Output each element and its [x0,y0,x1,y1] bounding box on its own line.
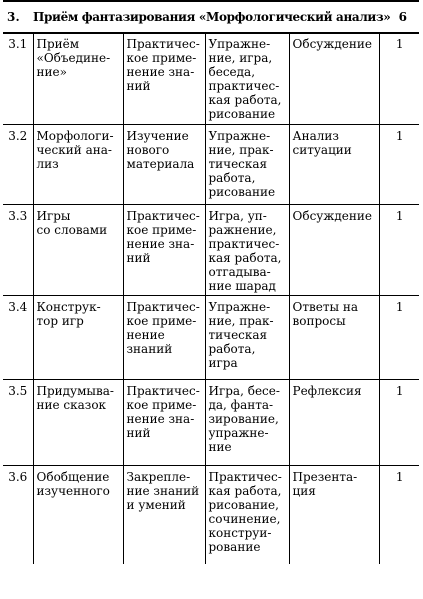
lesson-form-line: ние [208,440,232,454]
section-number: 3. [7,10,20,24]
lesson-form-line: рисование [208,107,276,121]
lesson-form-line: игра [208,356,238,370]
lesson-form-line: сочинение, [208,512,281,526]
lesson-type-line: нового [126,143,170,157]
lesson-topic [33,33,123,125]
lesson-form-line: кая работа, [208,93,282,107]
lesson-type [123,205,205,296]
lesson-topic-line: «Объедине- [36,51,111,65]
lesson-topic [33,380,123,466]
lesson-control-line: Презента- [292,470,358,484]
lesson-topic [33,205,123,296]
lesson-control [289,296,379,380]
lesson-form-line: упражне- [208,426,269,440]
lesson-control [289,33,379,125]
lesson-topic-line: Конструк- [36,300,101,314]
lesson-type [123,380,205,466]
lesson-type-line: Закрепле- [126,470,191,484]
lesson-type-line: ний [126,426,151,440]
lesson-control-line: Анализ [292,129,339,143]
lesson-topic-line: Обобщение [36,470,110,484]
section-hours: 6 [398,10,407,24]
lesson-type-line: Практичес- [126,209,200,223]
lesson-type-line: ний [126,251,151,265]
lesson-number: 3.6 [3,466,33,564]
lesson-number: 3.4 [3,296,33,380]
lesson-number: 3.1 [3,33,33,125]
lesson-type-line: нение зна- [126,65,195,79]
lesson-topic-line: Приём [36,37,80,51]
lesson-number: 3.5 [3,380,33,466]
lesson-form-line: ние, игра, [208,51,273,65]
lesson-form-line: ние шарад [208,279,276,293]
lesson-type-line: Практичес- [126,384,200,398]
lesson-type-line: ние знаний [126,484,200,498]
lesson-type [123,296,205,380]
lesson-form-line: ражнение, [208,223,277,237]
table-row [3,466,419,564]
lesson-control [289,380,379,466]
lesson-form-line: работа, [208,342,256,356]
lesson-form-line: Игра, бесе- [208,384,280,398]
lesson-control-line: Обсуждение [292,37,372,51]
lesson-form-line: рование [208,540,261,554]
lesson-type-line: Практичес- [126,37,200,51]
lesson-form-line: ние, прак- [208,314,274,328]
lesson-type-line: ний [126,79,151,93]
lesson-type-line: Изучение [126,129,189,143]
lesson-type [123,466,205,564]
lesson-form [205,466,289,564]
lesson-type-line: нение [126,328,165,342]
lesson-hours: 1 [379,125,419,205]
lesson-control-line: ситуации [292,143,352,157]
lesson-form-line: кая работа, [208,251,282,265]
lesson-topic [33,466,123,564]
lesson-form [205,125,289,205]
lesson-topic-line: Морфологи- [36,129,114,143]
lesson-type-line: материала [126,157,195,171]
lesson-form-line: кая работа, [208,484,282,498]
lesson-control-line: Обсуждение [292,209,372,223]
lesson-form-line: Игра, уп- [208,209,267,223]
section-title: Приём фантазирования «Морфологический анализ» [33,10,391,24]
lesson-control [289,125,379,205]
lesson-hours: 1 [379,380,419,466]
lesson-hours: 1 [379,205,419,296]
lesson-type-line: кое приме- [126,398,197,412]
table-row [3,125,419,205]
lesson-form-line: практичес- [208,237,280,251]
lesson-form-line: рисование [208,185,276,199]
lesson-type-line: нение зна- [126,412,195,426]
lesson-topic [33,296,123,380]
table-row [3,33,419,125]
lesson-type-line: кое приме- [126,314,197,328]
lesson-form-line: зирование, [208,412,279,426]
lesson-form-line: тическая [208,328,268,342]
lesson-form-line: Практичес- [208,470,282,484]
lesson-control-line: Рефлексия [292,384,362,398]
lesson-form-line: тическая [208,157,268,171]
lesson-form-line: отгадыва- [208,265,271,279]
lesson-form-line: конструи- [208,526,272,540]
table-row [3,205,419,296]
lesson-topic-line: тор игр [36,314,84,328]
lesson-type-line: кое приме- [126,51,197,65]
lesson-type-line: знаний [126,342,173,356]
lesson-control-line: Ответы на [292,300,358,314]
lesson-form [205,380,289,466]
lesson-form-line: практичес- [208,79,280,93]
lesson-form [205,33,289,125]
lesson-type-line: нение зна- [126,237,195,251]
lesson-form-line: рисование, [208,498,279,512]
lesson-form-line: Упражне- [208,300,271,314]
lesson-type [123,33,205,125]
table-row [3,296,419,380]
lesson-type [123,125,205,205]
lesson-topic-line: ние сказок [36,398,107,412]
lesson-topic-line: лиз [36,157,59,171]
lesson-topic-line: Придумыва- [36,384,114,398]
lesson-topic-line: Игры [36,209,71,223]
lesson-topic-line: изученного [36,484,110,498]
lesson-form-line: беседа, [208,65,256,79]
lesson-type-line: и умений [126,498,186,512]
lesson-control-line: ция [292,484,316,498]
lesson-control [289,205,379,296]
lesson-topic [33,125,123,205]
lesson-form-line: работа, [208,171,256,185]
lesson-form-line: ние, прак- [208,143,274,157]
lesson-topic-line: ческий ана- [36,143,112,157]
lesson-topic-line: ние» [36,65,67,79]
lesson-number: 3.2 [3,125,33,205]
lessons-table [3,32,419,564]
table-row [3,380,419,466]
lesson-hours: 1 [379,466,419,564]
lesson-form [205,205,289,296]
lesson-type-line: кое приме- [126,223,197,237]
lesson-form-line: Упражне- [208,129,271,143]
lesson-form-line: Упражне- [208,37,271,51]
section-header [3,0,419,34]
lesson-topic-line: со словами [36,223,108,237]
lesson-control-line: вопросы [292,314,346,328]
lesson-form [205,296,289,380]
lesson-control [289,466,379,564]
lesson-type-line: Практичес- [126,300,200,314]
lesson-hours: 1 [379,296,419,380]
lesson-hours: 1 [379,33,419,125]
lesson-number: 3.3 [3,205,33,296]
lesson-form-line: да, фанта- [208,398,274,412]
